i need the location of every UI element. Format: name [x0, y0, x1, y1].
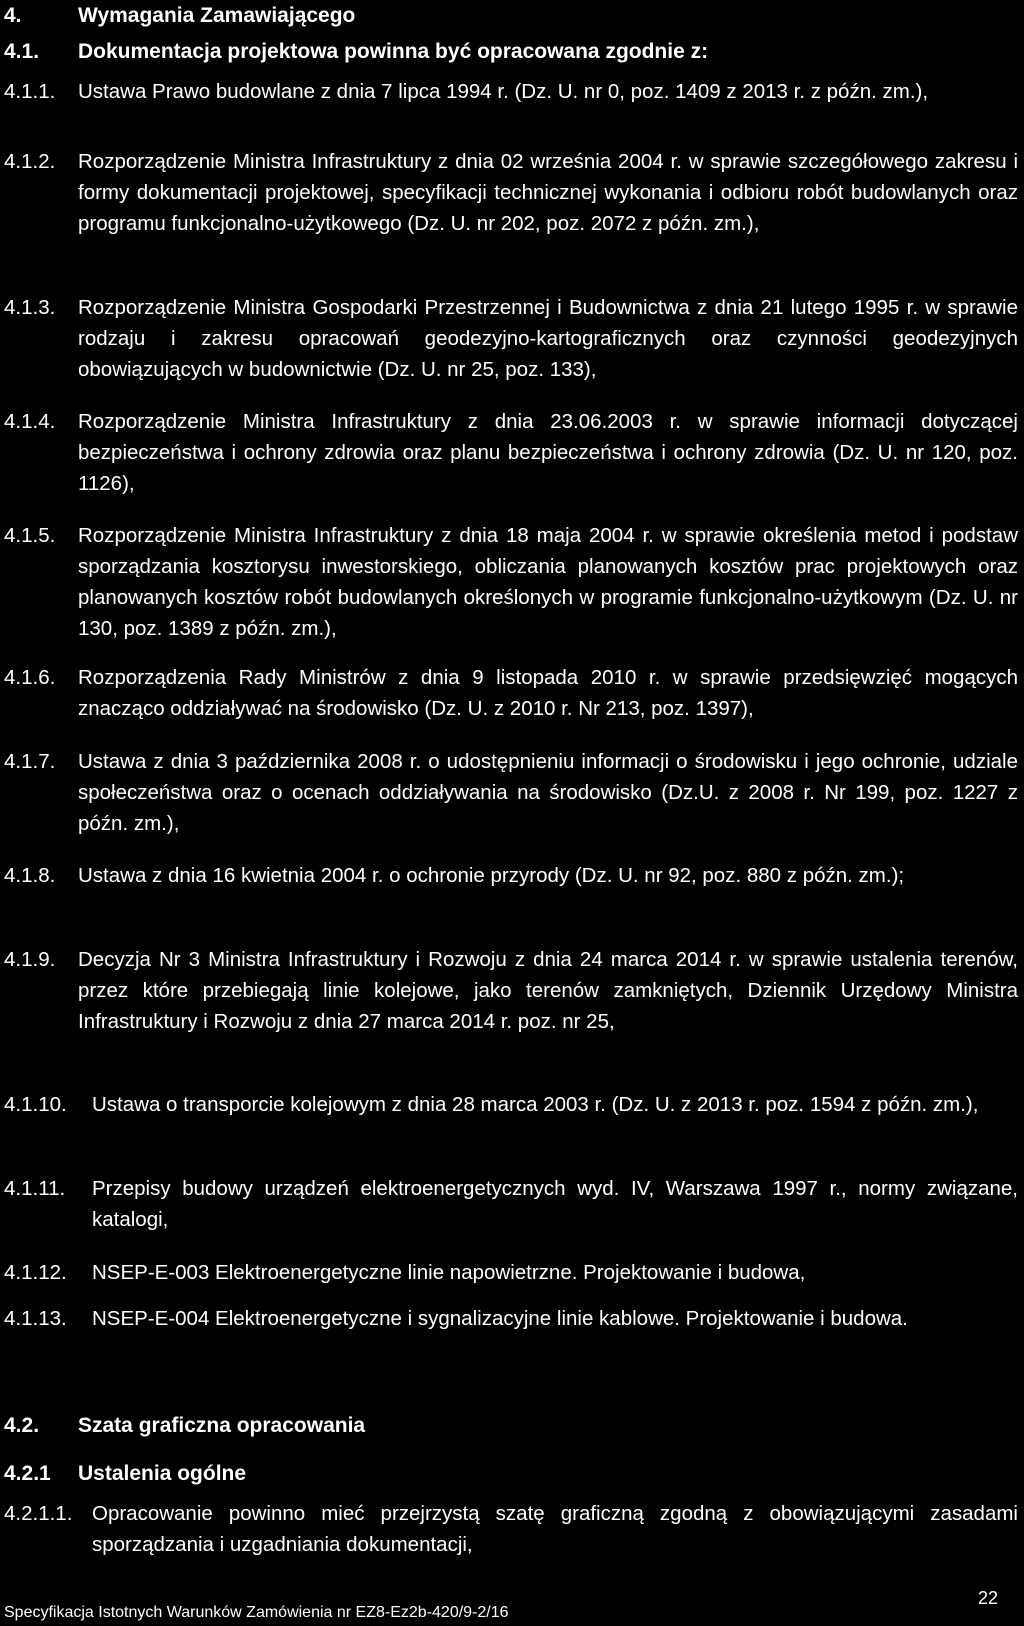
list-item-4-1-7 [4, 746, 1020, 839]
item-number: 4.1.5. [4, 524, 56, 547]
list-item-4-1-10 [4, 1089, 1020, 1120]
list-item-4-1-3 [4, 292, 1020, 385]
list-item-4-1-6 [4, 662, 1020, 724]
item-number: 4.2.1.1. [4, 1502, 73, 1525]
item-number: 4.1.10. [4, 1093, 67, 1116]
item-number: 4.1.6. [4, 666, 56, 689]
section-number: 4.2. [4, 1414, 40, 1437]
section-number: 4.2.1 [4, 1462, 51, 1485]
section-title: Dokumentacja projektowa powinna być opracowana zgodnie z: [78, 40, 709, 63]
item-number: 4.1.2. [4, 150, 56, 173]
page-number: 22 [977, 1588, 998, 1608]
section-number: 4.1. [4, 40, 40, 63]
item-text: Opracowanie powinno mieć przejrzystą szatę graficzną zgodną z obowiązującymi zasadami sporządzania i uzgadniania dokumentacji, [92, 1502, 1018, 1556]
item-text: Rozporządzenie Ministra Infrastruktury z dnia 02 września 2004 r. w sprawie szczegółowego zakresu i formy dokumentacji projektowej, specyfikacji technicznej wykonania i odbioru robót budowlanych oraz programu funkcjonalno-użytkowego (Dz. U. nr 202, poz. 2072 z późn. zm.), [78, 150, 1018, 235]
item-text: Rozporządzenie Ministra Gospodarki Przestrzennej i Budownictwa z dnia 21 lutego 1995 r. w sprawie rodzaju i zakresu opracowań geodezyjno-kartograficznych oraz czynności geodezyjnych obowiązujących w budownictwie (Dz. U. nr 25, poz. 133), [78, 296, 1018, 381]
item-number: 4.1.4. [4, 410, 56, 433]
list-item-4-1-2 [4, 146, 1020, 239]
item-number: 4.1.3. [4, 296, 56, 319]
item-text: Rozporządzenie Ministra Infrastruktury z dnia 18 maja 2004 r. w sprawie określenia metod i podstaw sporządzania kosztorysu inwestorskiego, obliczania planowanych kosztów prac projektowych oraz planowanych kosztów robót budowlanych określonych w programie funkcjonalno-użytkowym (Dz. U. nr 130, poz. 1389 z późn. zm.), [78, 524, 1018, 640]
section-title: Szata graficzna opracowania [78, 1414, 366, 1437]
item-text: Decyzja Nr 3 Ministra Infrastruktury i Rozwoju z dnia 24 marca 2014 r. w sprawie ustalenia terenów, przez które przebiegają linie kolejowe, jako terenów zamkniętych, Dziennik Urzędowy Ministra Infrastruktury i Rozwoju z dnia 27 marca 2014 r. poz. nr 25, [78, 948, 1018, 1033]
item-text: Ustawa z dnia 3 października 2008 r. o udostępnieniu informacji o środowisku i jego ochronie, udziale społeczeństwa oraz o ocenach oddziaływania na środowisko (Dz.U. z 2008 r. Nr 199, poz. 1227 z późn. zm.), [78, 750, 1018, 835]
section-title: Wymagania Zamawiającego [78, 4, 356, 27]
item-text: Rozporządzenia Rady Ministrów z dnia 9 listopada 2010 r. w sprawie przedsięwzięć mogących znacząco oddziaływać na środowisko (Dz. U. z 2010 r. Nr 213, poz. 1397), [78, 666, 1018, 720]
list-item-4-1-13 [4, 1303, 1020, 1334]
item-text: Rozporządzenie Ministra Infrastruktury z dnia 23.06.2003 r. w sprawie informacji dotyczącej bezpieczeństwa i ochrony zdrowia oraz planu bezpieczeństwa i ochrony zdrowia (Dz. U. nr 120, poz. 1126), [78, 410, 1018, 495]
list-item-4-1-4 [4, 406, 1020, 499]
section-title: Ustalenia ogólne [78, 1462, 247, 1485]
item-number: 4.1.9. [4, 948, 56, 971]
list-item-4-1-8 [4, 860, 1020, 891]
list-item-4-1-9 [4, 944, 1020, 1037]
item-text: NSEP-E-003 Elektroenergetyczne linie napowietrzne. Projektowanie i budowa, [92, 1261, 806, 1284]
item-number: 4.1.11. [4, 1177, 66, 1200]
item-number: 4.1.1. [4, 80, 56, 103]
item-number: 4.1.7. [4, 750, 56, 773]
item-text: Przepisy budowy urządzeń elektroenergetycznych wyd. IV, Warszawa 1997 r., normy związane, katalogi, [92, 1177, 1018, 1231]
list-item-4-1-1 [4, 76, 1020, 107]
item-number: 4.1.13. [4, 1307, 67, 1330]
list-item-4-1-5 [4, 520, 1020, 644]
section-number: 4. [4, 4, 22, 27]
item-text: Ustawa z dnia 16 kwietnia 2004 r. o ochronie przyrody (Dz. U. nr 92, poz. 880 z późn. zm.); [78, 864, 905, 887]
list-item-4-2-1-1 [4, 1498, 1020, 1560]
list-item-4-1-11 [4, 1173, 1020, 1235]
item-text: NSEP-E-004 Elektroenergetyczne i sygnalizacyjne linie kablowe. Projektowanie i budowa. [92, 1307, 908, 1330]
list-item-4-1-12 [4, 1257, 1020, 1288]
item-text: Ustawa Prawo budowlane z dnia 7 lipca 1994 r. (Dz. U. nr 0, poz. 1409 z 2013 r. z późn. zm.), [78, 80, 929, 103]
item-number: 4.1.8. [4, 864, 56, 887]
item-number: 4.1.12. [4, 1261, 67, 1284]
item-text: Ustawa o transporcie kolejowym z dnia 28 marca 2003 r. (Dz. U. z 2013 r. poz. 1594 z późn. zm.), [92, 1093, 979, 1116]
footer-text: Specyfikacja Istotnych Warunków Zamówienia nr EZ8-Ez2b-420/9-2/16 [4, 1604, 509, 1621]
